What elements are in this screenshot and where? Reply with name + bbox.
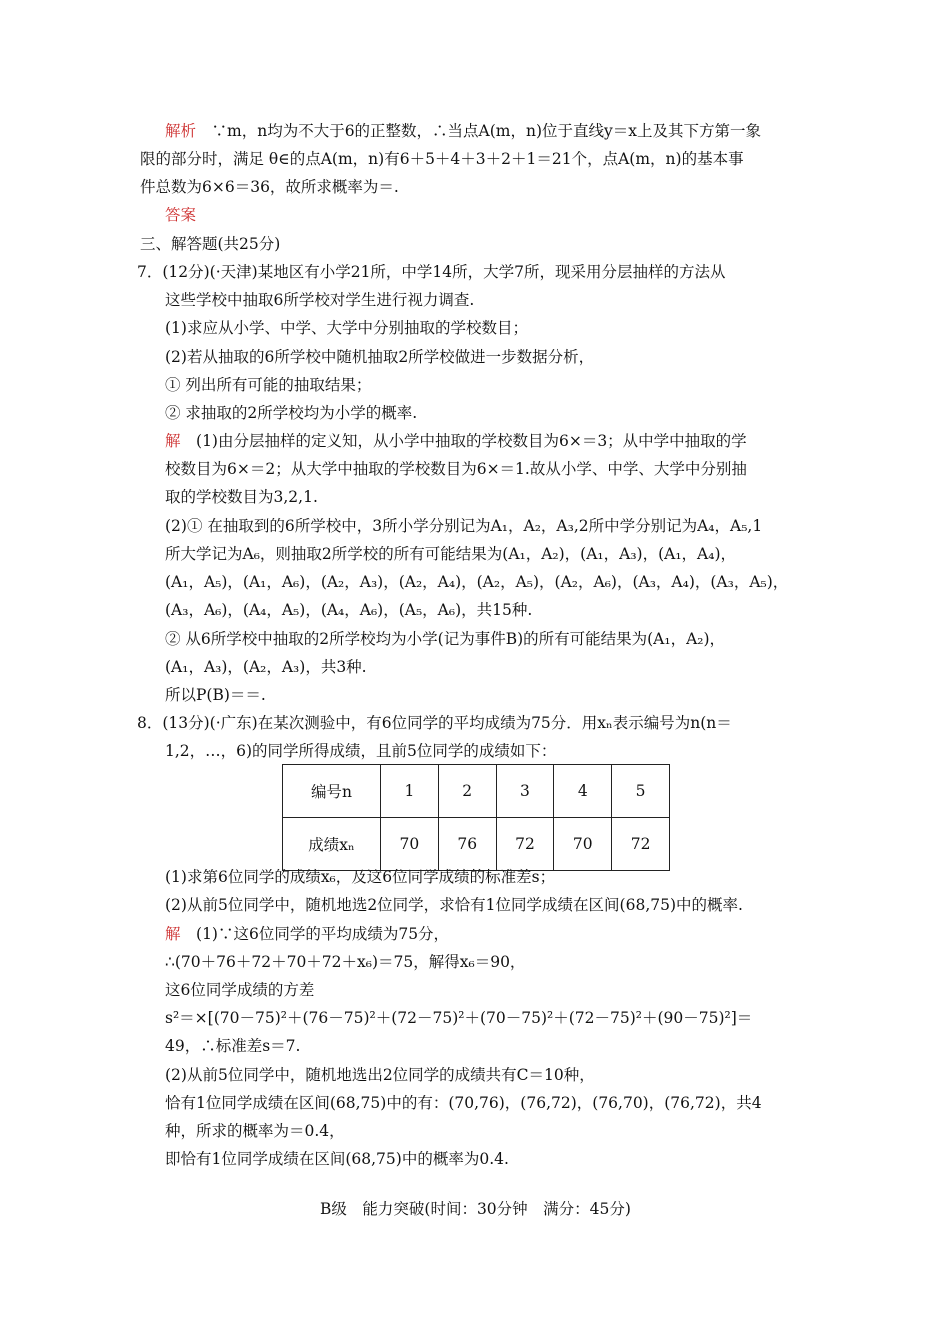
text-line: (2)从前5位同学中，随机地选2位同学，求恰有1位同学成绩在区间(68,75)中的概率. [165,896,743,914]
text-line: 取的学校数目为3,2,1. [165,488,318,506]
table-cell: 4 [554,765,612,818]
text-line: B级 能力突破(时间：30分钟 满分：45分) [320,1200,631,1218]
text-line: (2)从前5位同学中，随机地选出2位同学的成绩共有C＝10种， [165,1066,595,1084]
text-line: (A₃，A₆)，(A₄，A₅)，(A₄，A₆)，(A₅，A₆)，共15种. [165,601,533,619]
table-cell: 72 [612,818,670,871]
table-cell: 70 [554,818,612,871]
text-line: 这6位同学成绩的方差 [165,981,315,999]
text-line: ② 求抽取的2所学校均为小学的概率. [165,404,418,422]
table-data-row [283,818,670,871]
text-line: ② 从6所学校中抽取的2所学校均为小学(记为事件B)的所有可能结果为(A₁，A₂)， [165,630,726,648]
text-line: 种，所求的概率为＝0.4， [165,1122,345,1140]
text-line: 8．(13分)(·广东)在某次测验中，有6位同学的平均成绩为75分．用xₙ表示编号为n(n＝ [137,714,732,732]
table-cell: 1 [381,765,439,818]
text-line: 1,2，…，6)的同学所得成绩，且前5位同学的成绩如下： [165,742,557,760]
section-label: 解 [165,925,181,943]
text-line: 限的部分时，满足 θ∈的点A(m，n)有6＋5＋4＋3＋2＋1＝21个，点A(m，n)的基本事 [140,150,744,168]
section-label: 答案 [165,206,197,224]
section-label: 解析 [165,122,197,140]
text-line: (1)求第6位同学的成绩x₆，及这6位同学成绩的标准差s； [165,868,556,886]
table-cell: 70 [381,818,439,871]
table-cell: 3 [496,765,554,818]
text-line: 所以P(B)＝＝. [165,686,266,704]
text-line: (2)① 在抽取到的6所学校中，3所小学分别记为A₁，A₂，A₃,2所中学分别记为A₄，A₅,1 [165,517,763,535]
text-line: (A₁，A₃)，(A₂，A₃)，共3种. [165,658,367,676]
table-cell: 72 [496,818,554,871]
text-line: 这些学校中抽取6所学校对学生进行视力调查. [165,291,475,309]
text-line: 校数目为6×＝2；从大学中抽取的学校数目为6×＝1.故从小学、中学、大学中分别抽 [165,460,747,478]
text-line: ① 列出所有可能的抽取结果； [165,376,372,394]
table-header-row [283,765,670,818]
section-label: 解 [165,432,181,450]
table-cell: 成绩xₙ [283,818,381,871]
scores-table [282,764,670,871]
text-line: 件总数为6×6＝36，故所求概率为＝. [140,178,399,196]
text-line: 即恰有1位同学成绩在区间(68,75)中的概率为0.4. [165,1150,509,1168]
text-line: 解 (1)∵这6位同学的平均成绩为75分， [165,925,450,943]
table-cell: 2 [438,765,496,818]
text-line: 恰有1位同学成绩在区间(68,75)中的有：(70,76)，(76,72)，(76,70)，(76,72)，共4 [165,1094,762,1112]
text-line: 解 (1)由分层抽样的定义知，从小学中抽取的学校数目为6×＝3；从中学中抽取的学 [165,432,747,450]
table-cell: 5 [612,765,670,818]
table-cell: 76 [438,818,496,871]
text-line: 所大学记为A₆，则抽取2所学校的所有可能结果为(A₁，A₂)，(A₁，A₃)，(A₁，A₄)， [165,545,736,563]
text-line: s²＝×[(70－75)²＋(76－75)²＋(72－75)²＋(70－75)²＋(72－75)²＋(90－75)²]＝ [165,1009,753,1027]
text-line: (1)求应从小学、中学、大学中分别抽取的学校数目； [165,319,528,337]
text-line: ∴(70＋76＋72＋70＋72＋x₆)＝75，解得x₆＝90， [165,953,526,971]
text-line: 三、解答题(共25分) [140,235,281,253]
text-line: 解析 ∵m，n均为不大于6的正整数，∴当点A(m，n)位于直线y＝x上及其下方第一象 [165,122,762,140]
table-cell: 编号n [283,765,381,818]
text-line [165,204,196,226]
text-line: (A₁，A₅)，(A₁，A₆)，(A₂，A₃)，(A₂，A₄)，(A₂，A₅)，(A₂，A₆)，(A₃，A₄)，(A₃，A₅)， [165,573,789,591]
text-line: (2)若从抽取的6所学校中随机抽取2所学校做进一步数据分析， [165,348,595,366]
text-line: 49，∴标准差s＝7. [165,1037,301,1055]
text-line: 7．(12分)(·天津)某地区有小学21所，中学14所，大学7所，现采用分层抽样的方法从 [137,263,726,281]
